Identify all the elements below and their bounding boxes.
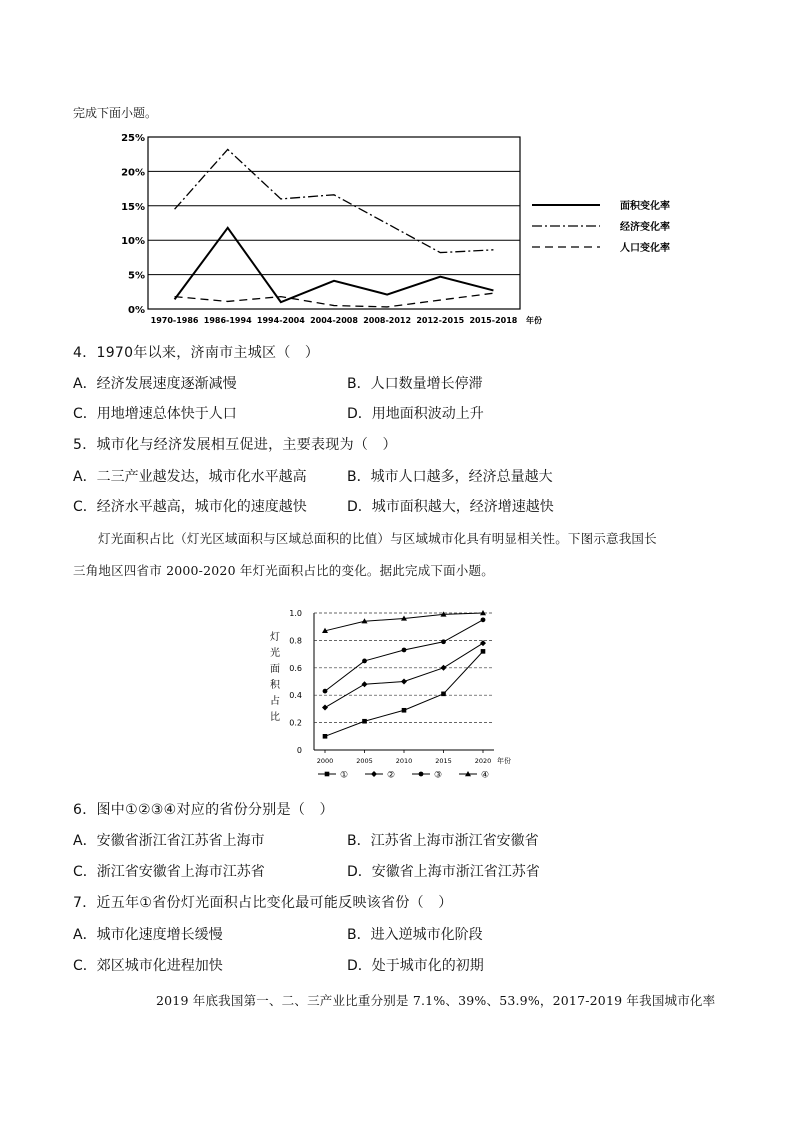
question-4-option-d[interactable]: D．用地面积波动上升 — [347, 406, 484, 422]
chart1-y-tick-label: 20% — [121, 167, 145, 179]
chart2-point — [362, 719, 367, 724]
question-6-option-b[interactable]: B．江苏省上海市浙江省安徽省 — [347, 833, 539, 849]
chart2-x-tick-label: 2010 — [395, 757, 413, 765]
question-5-option-b[interactable]: B．城市人口越多，经济总量越大 — [347, 469, 553, 485]
chart1-x-tick-label: 1970-1986 — [150, 316, 199, 325]
chart1-y-tick-label: 0% — [128, 305, 145, 316]
chart2-series-line-2 — [325, 643, 483, 707]
chart2-y-tick-label: 0.8 — [289, 636, 302, 646]
chart2-point — [441, 665, 447, 671]
chart2-point — [441, 639, 446, 644]
chart2-point — [481, 649, 486, 654]
chart1-y-tick-label: 5% — [128, 270, 145, 282]
chart2-y-tick-label: 0.6 — [289, 663, 302, 673]
chart2-y-label-char: 比 — [270, 712, 280, 723]
passage-2-line-1: 灯光面积占比（灯光区域面积与区域总面积的比值）与区域城市化具有明显相关性。下图示意我国长 — [98, 531, 657, 546]
chart2-point — [402, 708, 407, 713]
chart2-x-tick-label: 2015 — [435, 757, 452, 765]
chart1-x-tick-label: 1986-1994 — [203, 316, 252, 325]
question-4-option-c[interactable]: C．用地增速总体快于人口 — [73, 406, 237, 422]
chart1-legend — [532, 199, 670, 254]
chart1-legend-label: 面积变化率 — [620, 201, 670, 212]
chart2-point — [362, 681, 368, 687]
chart2-y-tick-label: 0 — [296, 746, 302, 755]
chart2-x-unit: 年份 — [497, 757, 511, 765]
question-7-option-d[interactable]: D．处于城市化的初期 — [347, 958, 484, 974]
chart2-y-tick-label: 0.2 — [289, 718, 302, 728]
chart1-y-tick-label: 15% — [121, 201, 145, 213]
chart2-x-tick-label: 2000 — [316, 757, 334, 765]
area-economy-population-chart — [100, 128, 700, 333]
question-4-stem: 4．1970年以来，济南市主城区（ ） — [73, 345, 320, 361]
chart2-point — [481, 617, 486, 622]
chart2-x-ticks — [317, 750, 511, 765]
chart1-series-line-3 — [175, 293, 494, 307]
chart2-x-tick-label: 2005 — [356, 757, 373, 765]
chart2-legend-label: ③ — [434, 770, 443, 781]
chart2-point — [323, 689, 328, 694]
chart1-y-ticks — [121, 133, 145, 316]
chart1-x-ticks — [151, 315, 542, 325]
chart2-point — [362, 659, 367, 664]
chart1-y-tick-label: 10% — [121, 236, 145, 248]
question-7-option-b[interactable]: B．进入逆城市化阶段 — [347, 927, 483, 943]
chart1-series-line-1 — [175, 228, 494, 302]
chart2-point — [441, 692, 446, 697]
question-4-option-a[interactable]: A．经济发展速度逐渐减慢 — [73, 376, 237, 392]
chart2-y-label-char: 光 — [270, 648, 280, 659]
question-7-option-c[interactable]: C．郊区城市化进程加快 — [73, 958, 223, 974]
chart2-legend-marker — [419, 772, 424, 777]
chart2-y-label-char: 灯 — [270, 632, 280, 643]
question-7-stem: 7．近五年①省份灯光面积占比变化最可能反映该省份（ ） — [73, 895, 453, 911]
chart1-legend-label: 经济变化率 — [620, 222, 670, 233]
passage-3: 2019 年底我国第一、二、三产业比重分别是 7.1%、39%、53.9%，2017-2019 年我国城市化率 — [156, 993, 716, 1008]
question-5-option-a[interactable]: A．二三产业越发达，城市化水平越高 — [73, 469, 307, 485]
chart2-legend-label: ② — [387, 770, 396, 781]
chart1-x-tick-label: 2008-2012 — [363, 316, 412, 325]
chart2-point — [402, 648, 407, 653]
chart2-legend-marker — [325, 772, 330, 777]
question-6-stem: 6．图中①②③④对应的省份分别是（ ） — [73, 802, 334, 818]
chart1-x-tick-label: 1994-2004 — [256, 316, 305, 325]
chart2-y-tick-label: 0.4 — [289, 691, 302, 701]
chart2-point — [322, 705, 328, 711]
question-6-option-d[interactable]: D．安徽省上海市浙江省江苏省 — [347, 864, 540, 880]
passage-2-line-2: 三角地区四省市 2000-2020 年灯光面积占比的变化。据此完成下面小题。 — [73, 563, 494, 578]
chart1-x-tick-label: 2015-2018 — [469, 316, 518, 325]
chart2-y-label-char: 占 — [270, 696, 280, 707]
question-5-option-c[interactable]: C．经济水平越高，城市化的速度越快 — [73, 499, 307, 515]
chart2-legend-marker — [371, 771, 377, 777]
question-6-option-c[interactable]: C．浙江省安徽省上海市江苏省 — [73, 864, 265, 880]
chart2-y-tick-label: 1.0 — [289, 609, 302, 618]
chart2-series — [322, 610, 486, 739]
chart2-y-label — [270, 630, 281, 723]
chart2-point — [480, 640, 486, 646]
chart1-x-unit: 年份 — [526, 316, 542, 325]
question-7-option-a[interactable]: A．城市化速度增长缓慢 — [73, 927, 223, 943]
light-area-ratio-chart — [262, 598, 532, 783]
chart1-series-line-2 — [175, 149, 494, 252]
chart1-x-tick-label: 2012-2015 — [416, 316, 465, 325]
intro-text: 完成下面小题。 — [73, 106, 158, 120]
chart2-point — [401, 679, 407, 685]
question-5-option-d[interactable]: D．城市面积越大，经济增速越快 — [347, 499, 554, 515]
question-4-option-b[interactable]: B．人口数量增长停滞 — [347, 376, 483, 392]
chart2-legend — [318, 771, 489, 781]
chart1-y-tick-label: 25% — [121, 133, 145, 144]
chart2-point — [323, 734, 328, 739]
chart2-legend-label: ④ — [481, 770, 490, 781]
question-6-option-a[interactable]: A．安徽省浙江省江苏省上海市 — [73, 833, 265, 849]
chart2-legend-label: ① — [340, 770, 349, 781]
chart2-x-tick-label: 2020 — [474, 757, 492, 765]
chart2-y-label-char: 面 — [270, 664, 280, 675]
chart2-y-label-char: 积 — [270, 680, 280, 691]
question-5-stem: 5．城市化与经济发展相互促进，主要表现为（ ） — [73, 437, 397, 453]
chart2-y-ticks — [289, 609, 302, 755]
chart1-x-tick-label: 2004-2008 — [310, 316, 358, 325]
chart1-legend-label: 人口变化率 — [620, 243, 670, 254]
chart1-series — [175, 149, 494, 307]
